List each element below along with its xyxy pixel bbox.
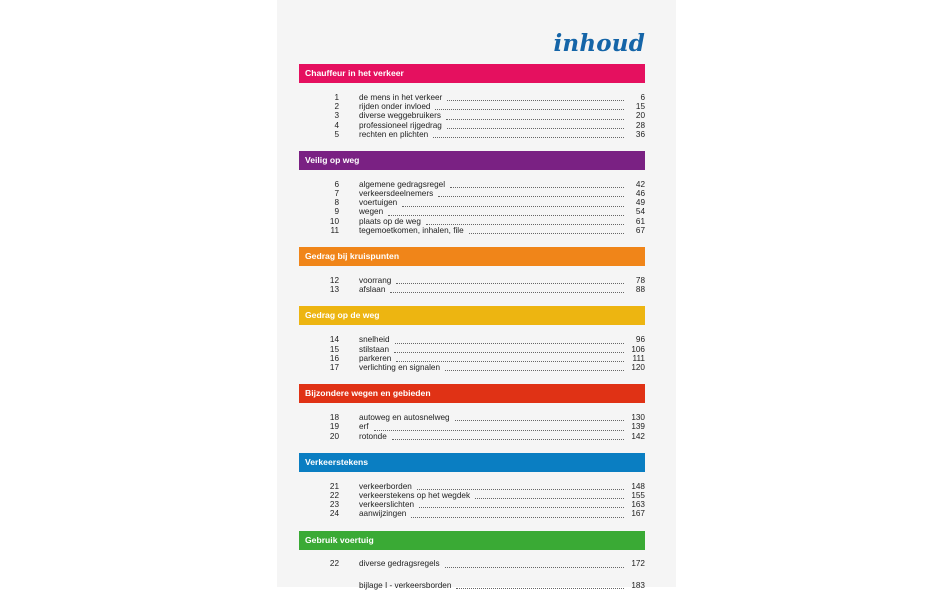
toc-entry[interactable] [299, 335, 645, 344]
chapter-title: diverse gedragsregels [359, 559, 440, 569]
toc-entry[interactable] [299, 581, 645, 590]
page-number: 61 [635, 216, 645, 226]
page-number: 15 [635, 102, 645, 112]
toc-entry[interactable] [299, 413, 645, 422]
dot-leader [426, 224, 624, 225]
chapter-title: verlichting en signalen [359, 362, 441, 372]
dot-leader [396, 361, 624, 362]
chapter-number: 3 [334, 111, 339, 121]
toc-entry[interactable] [299, 180, 645, 189]
chapter-title: verkeerstekens op het wegdek [359, 490, 471, 500]
chapter-title: plaats op de weg [359, 216, 421, 226]
page-number: 49 [635, 198, 645, 208]
dot-leader [446, 119, 624, 120]
dot-leader [419, 507, 624, 508]
chapter-number: 7 [334, 189, 339, 199]
toc-entry[interactable] [299, 130, 645, 139]
toc-entry[interactable] [299, 422, 645, 431]
page-number: 46 [635, 189, 645, 199]
dot-leader [433, 137, 624, 138]
chapter-number: 22 [329, 490, 339, 500]
chapter-title: parkeren [359, 353, 392, 363]
toc-entry[interactable] [299, 432, 645, 441]
page-number: 96 [635, 335, 645, 345]
section-heading-bar[interactable]: Gedrag bij kruispunten [299, 247, 645, 266]
toc-entry[interactable] [299, 198, 645, 207]
chapter-title: afslaan [359, 285, 386, 295]
dot-leader [447, 100, 624, 101]
dot-leader [417, 489, 624, 490]
chapter-number: 10 [329, 216, 339, 226]
toc-section [299, 453, 645, 519]
chapter-number: 15 [329, 344, 339, 354]
chapter-number: 11 [330, 225, 339, 235]
chapter-title: aanwijzingen [359, 509, 407, 519]
toc-entry[interactable] [299, 560, 645, 569]
dot-leader [450, 187, 624, 188]
page-number: 106 [631, 344, 645, 354]
section-heading-bar[interactable]: Verkeerstekens [299, 453, 645, 472]
page-number: 28 [635, 120, 645, 130]
chapter-title: de mens in het verkeer [359, 92, 443, 102]
chapter-number: 1 [334, 92, 339, 102]
chapter-title: snelheid [359, 335, 390, 345]
dot-leader [455, 420, 624, 421]
toc-section [299, 306, 645, 372]
chapter-title: stilstaan [359, 344, 390, 354]
page-number: 6 [640, 92, 645, 102]
page-number: 54 [635, 207, 645, 217]
section-heading-bar[interactable]: Gedrag op de weg [299, 306, 645, 325]
chapter-number: 16 [329, 353, 339, 363]
page-number: 142 [631, 431, 645, 441]
chapter-title: rotonde [359, 431, 387, 441]
toc-section [299, 384, 645, 441]
section-heading-bar[interactable]: Veilig op weg [299, 151, 645, 170]
chapter-title: voorrang [359, 276, 392, 286]
toc-section [299, 531, 645, 590]
page-number: 163 [631, 500, 645, 510]
chapter-title: voertuigen [359, 198, 398, 208]
dot-leader [392, 439, 624, 440]
toc-page [277, 0, 676, 590]
chapter-number: 23 [329, 500, 339, 510]
toc-entry[interactable] [299, 226, 645, 235]
chapter-title: diverse weggebruikers [359, 111, 441, 121]
dot-leader [435, 109, 624, 110]
page-number: 78 [635, 276, 645, 286]
toc-entry[interactable] [299, 345, 645, 354]
dot-leader [388, 215, 624, 216]
page-number: 130 [631, 413, 645, 423]
chapter-number: 12 [329, 276, 339, 286]
chapter-title: verkeersdeelnemers [359, 189, 434, 199]
chapter-number: 13 [329, 285, 339, 295]
chapter-number: 2 [334, 102, 339, 112]
table-of-contents [299, 64, 645, 602]
spacer [299, 569, 645, 581]
chapter-title: verkeerslichten [359, 500, 415, 510]
chapter-number: 24 [329, 509, 339, 519]
chapter-number: 17 [329, 362, 339, 372]
page-number: 172 [631, 559, 645, 569]
dot-leader [469, 233, 624, 234]
page-number: 20 [635, 111, 645, 121]
dot-leader [475, 498, 624, 499]
toc-entry[interactable] [299, 111, 645, 120]
page-number: 111 [632, 353, 645, 363]
dot-leader [438, 196, 624, 197]
toc-entry[interactable] [299, 500, 645, 509]
chapter-title: rechten en plichten [359, 129, 429, 139]
toc-entry[interactable] [299, 509, 645, 518]
chapter-number: 4 [334, 120, 339, 130]
dot-leader [445, 370, 624, 371]
section-heading-bar[interactable]: Gebruik voertuig [299, 531, 645, 550]
page-number: 183 [631, 580, 645, 590]
dot-leader [402, 206, 624, 207]
toc-entry[interactable] [299, 189, 645, 198]
toc-entry[interactable] [299, 208, 645, 217]
page-number: 155 [631, 490, 645, 500]
toc-section [299, 247, 645, 294]
chapter-number: 20 [329, 431, 339, 441]
chapter-title: rijden onder invloed [359, 102, 431, 112]
toc-entry[interactable] [299, 363, 645, 372]
dot-leader [374, 430, 624, 431]
chapter-number: 19 [329, 422, 339, 432]
chapter-number: 18 [329, 413, 339, 423]
section-heading-bar[interactable]: Bijzondere wegen en gebieden [299, 384, 645, 403]
page-number: 67 [635, 225, 645, 235]
chapter-title: professioneel rijgedrag [359, 120, 442, 130]
page-number: 42 [635, 179, 645, 189]
dot-leader [396, 283, 624, 284]
dot-leader [445, 567, 624, 568]
toc-entry[interactable] [299, 102, 645, 111]
chapter-number: 5 [334, 129, 339, 139]
toc-entry[interactable] [299, 217, 645, 226]
toc-entry[interactable] [299, 482, 645, 491]
dot-leader [394, 352, 624, 353]
chapter-title: erf [359, 422, 369, 432]
chapter-title: wegen [359, 207, 384, 217]
toc-section [299, 151, 645, 235]
dot-leader [447, 128, 624, 129]
page-number: 148 [631, 481, 645, 491]
toc-entry[interactable] [299, 121, 645, 130]
dot-leader [411, 517, 624, 518]
dot-leader [395, 343, 625, 344]
page-number: 88 [635, 285, 645, 295]
page-number: 139 [631, 422, 645, 432]
page-number: 167 [631, 509, 645, 519]
page-title: inhoud [553, 30, 645, 57]
toc-entry[interactable] [299, 491, 645, 500]
toc-entry[interactable] [299, 93, 645, 102]
page-number: 36 [635, 129, 645, 139]
chapter-number: 14 [329, 335, 339, 345]
section-heading-bar[interactable]: Chauffeur in het verkeer [299, 64, 645, 83]
chapter-number: 6 [334, 179, 339, 189]
toc-section [299, 64, 645, 139]
chapter-title: algemene gedragsregel [359, 179, 446, 189]
chapter-number: 21 [329, 481, 339, 491]
dot-leader [390, 292, 624, 293]
dot-leader [456, 588, 624, 589]
page-number: 120 [631, 362, 645, 372]
toc-entry[interactable] [299, 354, 645, 363]
chapter-number: 8 [334, 198, 339, 208]
chapter-number: 9 [334, 207, 339, 217]
chapter-number: 22 [329, 559, 339, 569]
toc-entry[interactable] [299, 285, 645, 294]
chapter-title: autoweg en autosnelweg [359, 413, 450, 423]
chapter-title: verkeerborden [359, 481, 412, 491]
chapter-title: tegemoetkomen, inhalen, file [359, 225, 464, 235]
toc-entry[interactable] [299, 276, 645, 285]
chapter-title: bijlage I - verkeersborden [359, 580, 452, 590]
